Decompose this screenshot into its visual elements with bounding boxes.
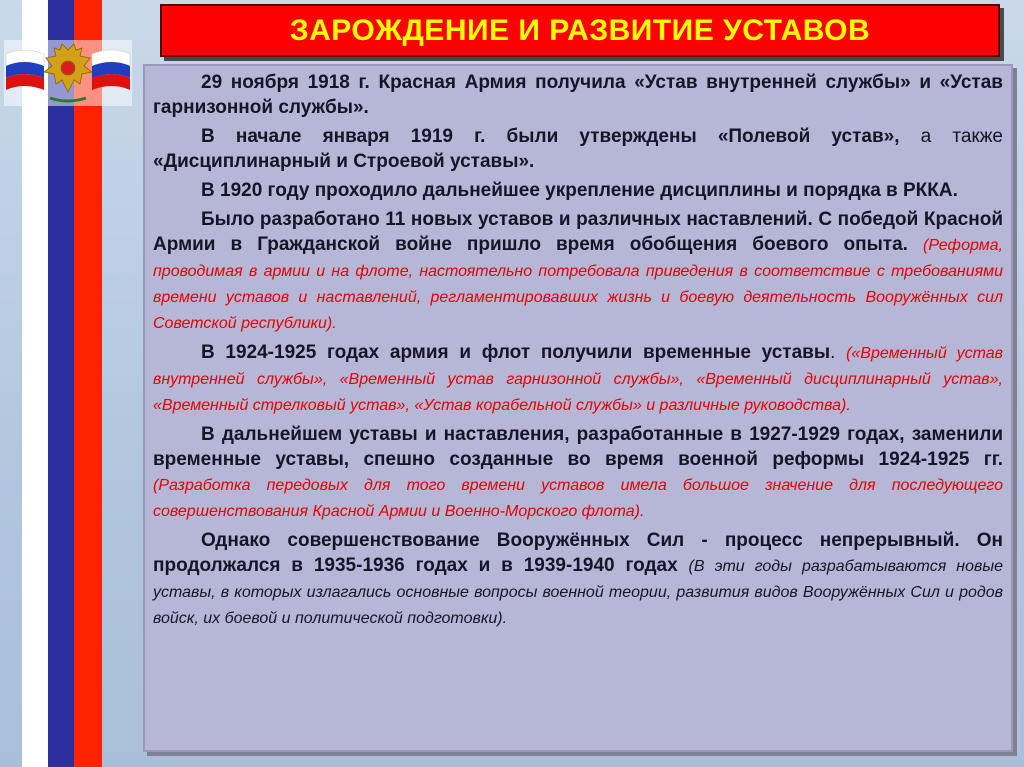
paragraph-7-text: Однако совершенствование Вооружённых Сил - процесс непрерывный. Он продолжался в 1935-1936 годах и в 1939-1940 годах — [153, 530, 1003, 576]
paragraph-6-note: (Разработка передовых для того времени уставов имела большое значение для последующего совершенствования Красной Армии и Военно-Морского флота). — [153, 477, 1003, 520]
russian-flag-with-double-headed-eagle-icon — [4, 40, 132, 106]
flag-stripe-blue — [48, 0, 74, 767]
paragraph-7-note: (В эти годы разрабатываются новые уставы, в которых излагались основные вопросы военной теории, развития видов Вооружённых Сил и родов войск, их боевой и политической подготовки). — [153, 558, 1004, 627]
paragraph-2-connector: а также — [899, 126, 1003, 147]
paragraph-4-note: (Реформа, проводимая в армии и на флоте, настоятельно потребовала приведения в соответствие с требованиями времени уставов и наставлений, регламентировавших жизнь и боевую деятельность Вооружённых сил Советской республики). — [153, 237, 1003, 332]
flag-stripe-white — [22, 0, 48, 767]
paragraph-5-note: («Временный устав внутренней службы», «Временный устав гарнизонной службы», «Временный дисциплинарный устав», «Временный стрелковый устав», «Устав корабельной службы» и различные руководства). — [153, 345, 1003, 414]
slide-title-banner — [160, 4, 1000, 57]
paragraph-1-text: 29 ноября 1918 г. Красная Армия получила «Устав внутренней службы» и «Устав гарнизонной службы». — [153, 72, 1003, 118]
paragraph-4 — [153, 207, 1003, 336]
paragraph-7-spacer — [678, 555, 689, 576]
paragraph-5-text: В 1924-1925 годах армия и флот получили временные уставы — [201, 342, 831, 363]
paragraph-2-text: В начале января 1919 г. были утверждены «Полевой устав», — [201, 126, 900, 147]
paragraph-5-spacer: . — [830, 342, 847, 363]
paragraph-2-text-cont: «Дисциплинарный и Строевой уставы». — [153, 151, 535, 172]
paragraph-3 — [153, 178, 1003, 203]
paragraph-4-spacer — [908, 234, 923, 255]
paragraph-3-text: В 1920 году проходило дальнейшее укрепление дисциплины и порядка в РККА. — [201, 180, 958, 201]
slide-title: ЗАРОЖДЕНИЕ И РАЗВИТИЕ УСТАВОВ — [289, 13, 871, 47]
paragraph-6-text: В дальнейшем уставы и наставления, разработанные в 1927-1929 годах, заменили временные уставы, спешно созданные во время военной реформы 1924-1925 гг. — [153, 424, 1003, 470]
paragraph-6 — [153, 422, 1003, 524]
paragraph-5 — [153, 340, 1003, 418]
paragraph-7 — [153, 528, 1003, 631]
content-panel — [143, 64, 1013, 752]
flag-stripe-red — [74, 0, 102, 767]
paragraph-2 — [153, 124, 1003, 174]
paragraph-4-text: Было разработано 11 новых уставов и различных наставлений. С победой Красной Армии в Гражданской войне пришло время обобщения боевого опыта. — [153, 209, 1003, 255]
paragraph-1 — [153, 70, 1003, 120]
